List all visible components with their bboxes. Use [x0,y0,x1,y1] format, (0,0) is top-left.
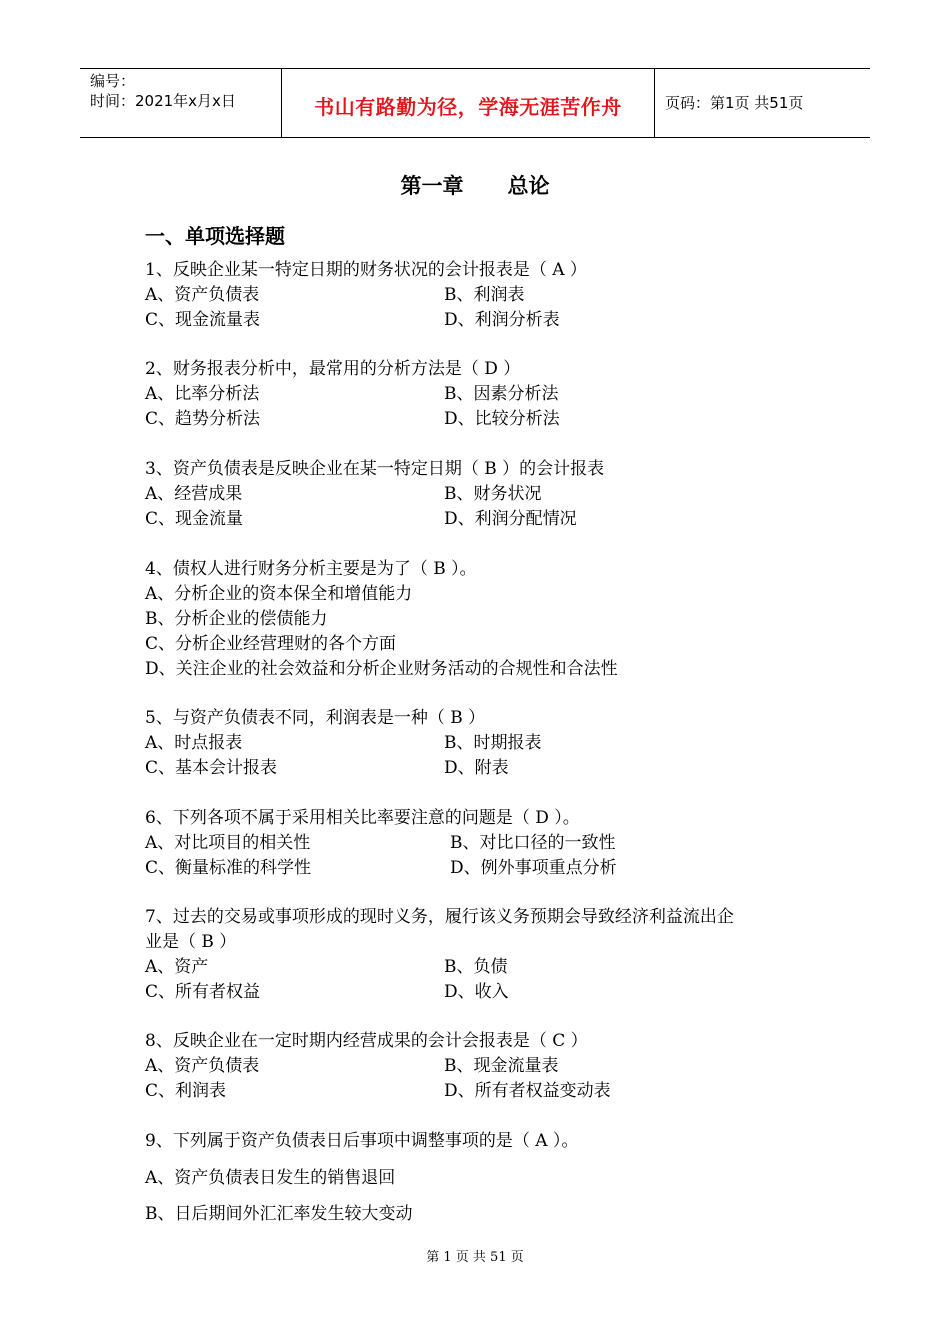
option: B、负债 [444,957,508,977]
page-number-label: 页码：第1页 共51页 [665,94,804,112]
question-stem: 3、资产负债表是反映企业在某一特定日期（ B ）的会计报表 [145,459,605,479]
option: C、衡量标准的科学性 [145,858,312,878]
option: D、关注企业的社会效益和分析企业财务活动的合规性和合法性 [145,659,618,679]
option: D、附表 [444,758,509,778]
page-header [80,68,870,138]
option: A、时点报表 [145,733,243,753]
option: A、对比项目的相关性 [145,833,311,853]
chapter-name: 总论 [507,174,550,198]
question-stem: 1、反映企业某一特定日期的财务状况的会计报表是（ A ） [145,260,587,280]
option: C、基本会计报表 [145,758,278,778]
option: B、分析企业的偿债能力 [145,609,328,629]
option: D、比较分析法 [444,409,560,429]
option: A、分析企业的资本保全和增值能力 [145,584,413,604]
time-label: 时间：2021年x月x日 [90,92,236,110]
option: D、所有者权益变动表 [444,1081,611,1101]
option: A、资产负债表日发生的销售退回 [145,1168,396,1188]
option: A、经营成果 [145,484,243,504]
question-stem: 4、债权人进行财务分析主要是为了（ B ）。 [145,559,477,579]
option: B、对比口径的一致性 [450,833,616,853]
question-stem: 6、下列各项不属于采用相关比率要注意的问题是（ D ）。 [145,808,580,828]
option: A、资产负债表 [145,285,260,305]
question-stem: 9、下列属于资产负债表日后事项中调整事项的是（ A ）。 [145,1131,579,1151]
option: B、利润表 [444,285,525,305]
option: A、比率分析法 [145,384,260,404]
question-stem: 7、过去的交易或事项形成的现时义务，履行该义务预期会导致经济利益流出企 [145,907,734,927]
header-left-cell [80,69,282,137]
question-stem: 2、财务报表分析中，最常用的分析方法是（ D ） [145,359,521,379]
option: C、趋势分析法 [145,409,261,429]
question-stem-continued: 业是（ B ） [145,932,237,952]
option: C、所有者权益 [145,982,261,1002]
header-middle-cell [282,69,655,137]
chapter-title [0,170,950,200]
section-heading: 一、单项选择题 [145,224,285,248]
option: A、资产负债表 [145,1056,260,1076]
option: C、现金流量表 [145,310,261,330]
option: A、资产 [145,957,209,977]
chapter-number: 第一章 [400,174,464,198]
option: D、利润分析表 [444,310,560,330]
option: D、例外事项重点分析 [450,858,617,878]
option: D、利润分配情况 [444,509,577,529]
option: B、现金流量表 [444,1056,559,1076]
page-footer: 第 1 页 共 51 页 [426,1250,524,1265]
question-stem: 5、与资产负债表不同，利润表是一种（ B ） [145,708,486,728]
option: B、时期报表 [444,733,542,753]
option: C、利润表 [145,1081,227,1101]
option: B、财务状况 [444,484,542,504]
option: C、现金流量 [145,509,244,529]
code-label: 编号： [90,72,136,90]
option: B、日后期间外汇汇率发生较大变动 [145,1204,413,1224]
option: D、收入 [444,982,509,1002]
question-stem: 8、反映企业在一定时期内经营成果的会计会报表是（ C ） [145,1031,588,1051]
motto-text: 书山有路勤为径，学海无涯苦作舟 [314,95,622,119]
option: B、因素分析法 [444,384,559,404]
option: C、分析企业经营理财的各个方面 [145,634,397,654]
